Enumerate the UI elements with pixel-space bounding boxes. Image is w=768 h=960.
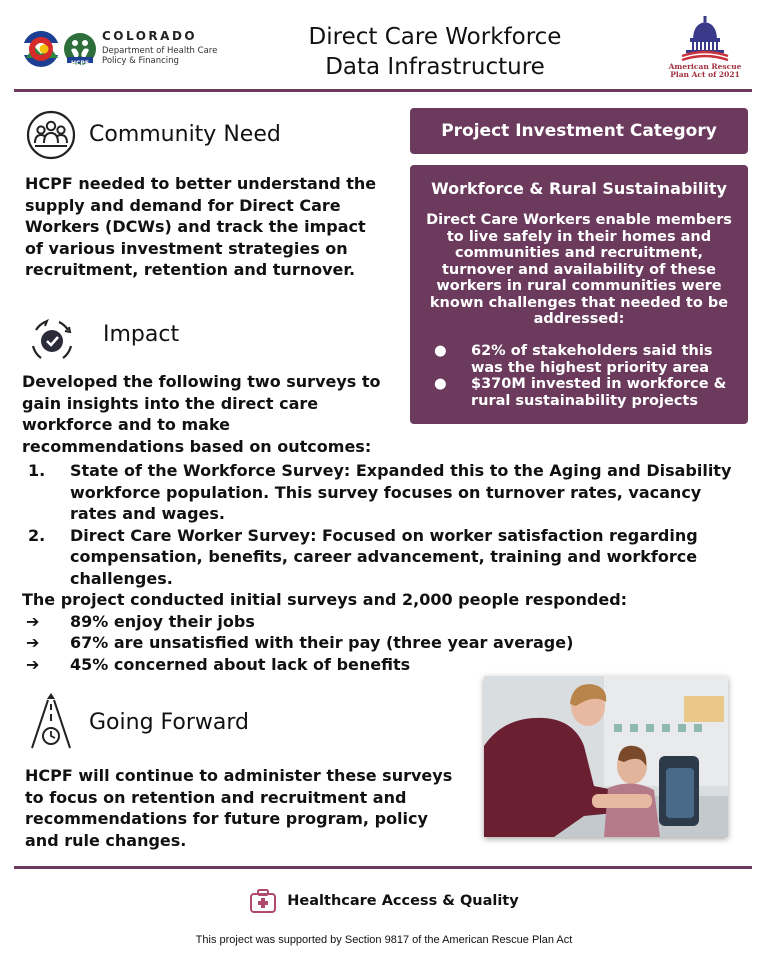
- caregiver-child-illustration: [484, 676, 728, 837]
- survey-number: 1.: [28, 461, 46, 480]
- impact-heading: Impact: [103, 322, 180, 347]
- page-title: [270, 22, 600, 82]
- org-department: [102, 46, 217, 66]
- colorado-hcpf-logo: [20, 26, 220, 76]
- road-clock-icon: [28, 690, 74, 752]
- arrow-icon: ➔: [26, 633, 40, 652]
- focus-area-label: Healthcare Access & Quality: [287, 893, 519, 909]
- bullet-glyph: ●: [434, 376, 447, 392]
- investment-info-box: [410, 165, 748, 424]
- caregiver-photo: [484, 676, 728, 837]
- result-item: [22, 611, 742, 633]
- arp-line2: Plan Act of 2021: [670, 70, 740, 79]
- going-forward-heading: Going Forward: [89, 710, 249, 735]
- survey-item: [22, 525, 742, 590]
- org-dept-line2: Policy & Financing: [102, 56, 179, 66]
- results-intro: The project conducted initial surveys and 2,000 people responded:: [22, 590, 628, 609]
- investment-bullet: [432, 376, 742, 409]
- header-divider: [14, 89, 752, 92]
- result-text: 67% are unsatisfied with their pay (three year average): [70, 633, 574, 652]
- result-text: 45% concerned about lack of benefits: [70, 654, 411, 674]
- bullet-text: 62% of stakeholders said this was the highest priority area: [471, 343, 713, 376]
- investment-box-body: Direct Care Workers enable members to live safely in their homes and communities and recruitment, turnover and availability of these workers in rural communities were known challenges that needed to be addressed:: [426, 212, 732, 327]
- org-badge: HCPF: [71, 60, 89, 67]
- result-item: [22, 654, 742, 676]
- going-forward-text: HCPF will continue to administer these surveys to focus on retention and recruitment and recommendations for future program, policy and rule changes.: [25, 766, 453, 850]
- survey-list: [22, 460, 742, 675]
- org-name: COLORADO: [102, 29, 198, 43]
- arp-line1: American Rescue: [668, 62, 742, 71]
- survey-number: 2.: [28, 525, 46, 545]
- impact-target-check-icon: [27, 316, 77, 366]
- survey-text: Direct Care Worker Survey: Focused on worker satisfaction regarding compensation, benefits, career advancement, training and workforce challenges.: [70, 525, 698, 588]
- focus-area: [0, 888, 768, 914]
- arp-logo: [660, 14, 750, 86]
- capitol-dome-icon: [660, 14, 750, 64]
- community-need-text: HCPF needed to better understand the supply and demand for Direct Care Workers (DCWs) and track the impact of various investment strategies on recruitment, retention and turnover.: [25, 174, 377, 279]
- survey-text: State of the Workforce Survey: Expanded this to the Aging and Disability workforce population. This survey focuses on turnover rates, vacancy rates and wages.: [70, 461, 732, 523]
- org-dept-line1: Department of Health Care: [102, 46, 218, 56]
- arp-caption: [660, 63, 750, 79]
- bullet-text: $370M invested in workforce & rural sustainability projects: [471, 376, 727, 409]
- support-statement: This project was supported by Section 9817 of the American Rescue Plan Act: [195, 934, 573, 946]
- investment-bullet: [432, 343, 742, 376]
- investment-bullets: [432, 343, 742, 409]
- title-line1: Direct Care Workforce: [308, 24, 562, 50]
- result-item: [22, 632, 742, 654]
- medical-kit-icon: [249, 888, 277, 914]
- investment-box-title: Workforce & Rural Sustainability: [431, 179, 727, 198]
- arrow-icon: ➔: [26, 654, 40, 674]
- investment-category-label: Project Investment Category: [410, 108, 748, 154]
- bullet-glyph: ●: [434, 343, 447, 359]
- impact-intro: Developed the following two surveys to gain insights into the direct care workforce and to make recommendations based on outcomes:: [22, 372, 381, 456]
- survey-item: [22, 460, 742, 525]
- arrow-icon: ➔: [26, 611, 40, 631]
- result-text: 89% enjoy their jobs: [70, 611, 255, 631]
- title-line2: Data Infrastructure: [325, 54, 545, 80]
- footer-divider: [14, 866, 752, 869]
- community-need-heading: Community Need: [89, 122, 281, 147]
- community-group-icon: [26, 110, 76, 160]
